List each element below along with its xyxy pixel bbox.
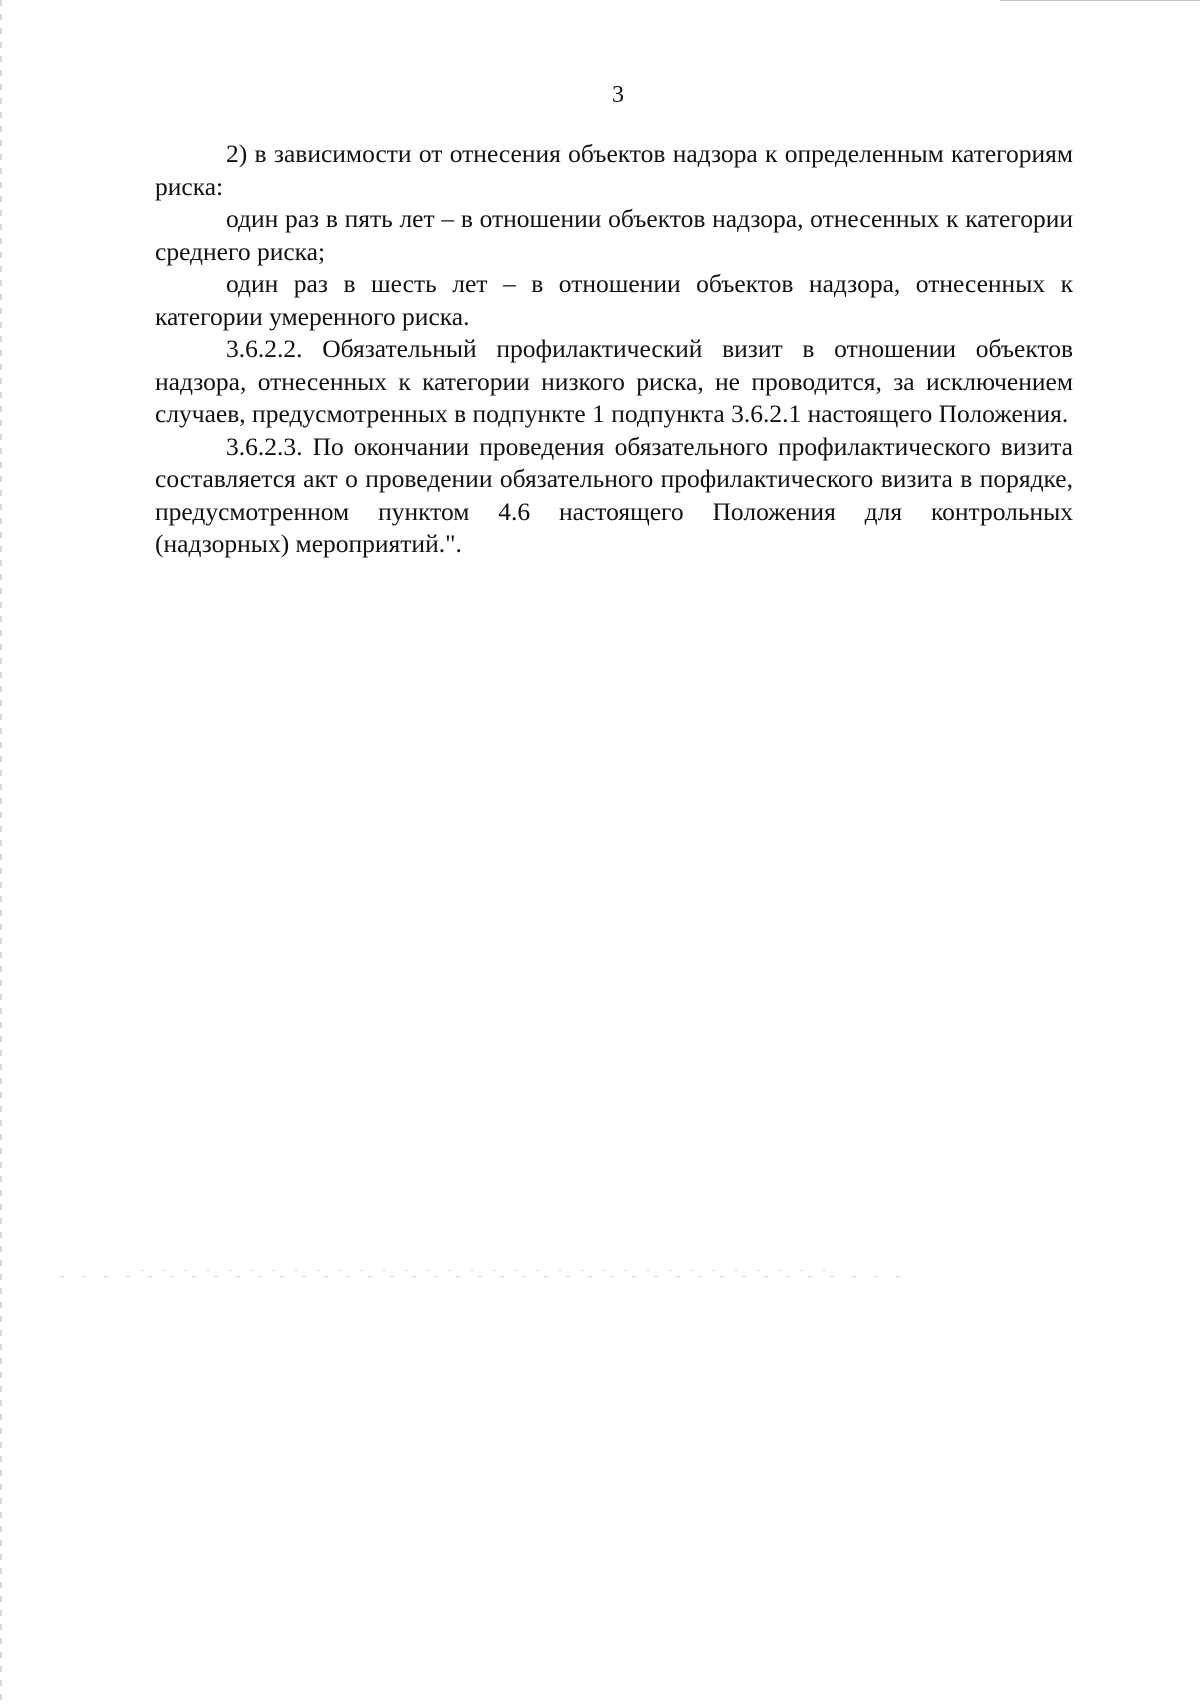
paragraph-moderate-risk: один раз в шесть лет – в отношении объектов надзора, отнесенных к категории умеренного риска.: [155, 269, 1073, 331]
scan-top-artifact: [1000, 0, 1200, 1]
paragraph-3-6-2-3: 3.6.2.3. По окончании проведения обязательного профилактического визита составляется акт о проведении обязательного профилактического визита в порядке, предусмотренном пунктом 4.6 настоящего Положения для контрольных (надзорных) мероприятий.".: [155, 431, 1073, 558]
scan-dots-artifact: [140, 1270, 830, 1271]
scan-edge-artifact: [0, 0, 2, 1706]
paragraph-medium-risk: один раз в пять лет – в отношении объектов надзора, отнесенных к категории среднего риска;: [155, 204, 1073, 266]
paragraph-3-6-2-2: 3.6.2.2. Обязательный профилактический визит в отношении объектов надзора, отнесенных к категории низкого риска, не проводится, за исключением случаев, предусмотренных в подпункте 1 подпункта 3.6.2.1 настоящего Положения.: [155, 334, 1073, 428]
paragraph-risk-categories: 2) в зависимости от отнесения объектов надзора к определенным категориям риска:: [155, 139, 1073, 201]
document-body: [155, 138, 1073, 561]
scan-dots-artifact: [60, 1276, 900, 1277]
page-number: 3: [612, 82, 624, 108]
